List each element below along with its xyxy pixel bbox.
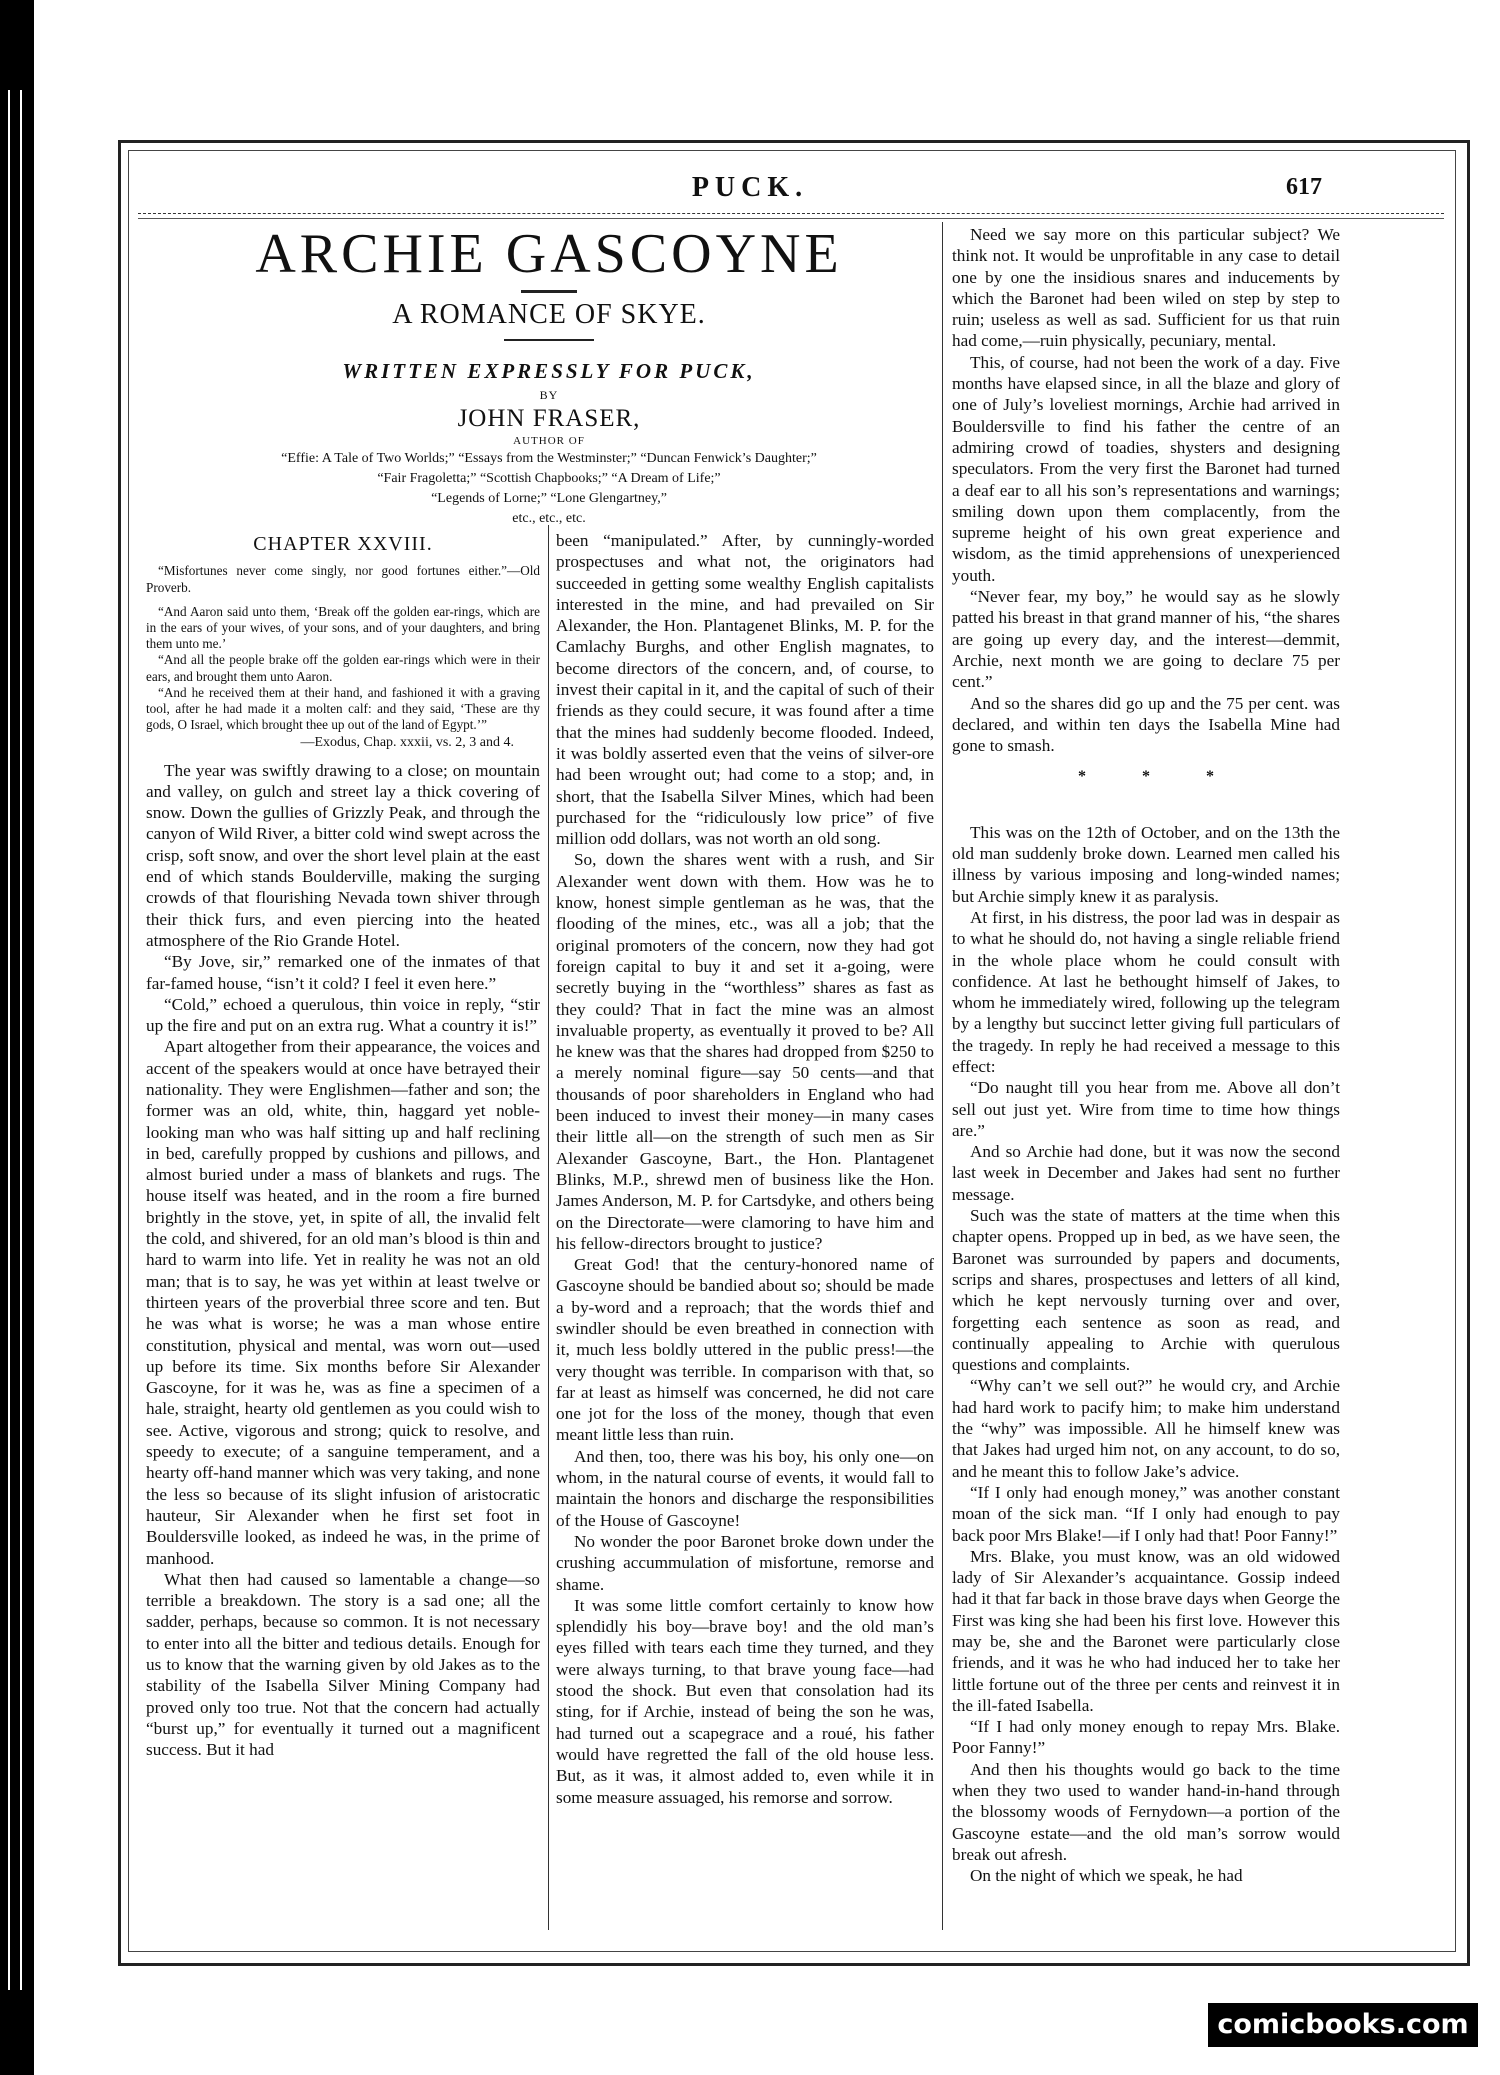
works-line: etc., etc., etc. [512, 511, 586, 526]
column-3 [952, 224, 1340, 1887]
column-rule [942, 222, 943, 1930]
epigraph [146, 563, 540, 751]
paragraph: And so the shares did go up and the 75 per cent. was declared, and within ten days the Isabella Mine had gone to smash. [952, 693, 1340, 756]
article-subtitle: A ROMANCE OF SKYE. [392, 299, 706, 330]
author-name: JOHN FRASER, [457, 405, 641, 432]
author-of-label: AUTHOR OF [513, 435, 585, 447]
column-2 [556, 530, 934, 1808]
paragraph: On the night of which we speak, he had [970, 1866, 1243, 1886]
works-line: “Effie: A Tale of Two Worlds;” “Essays from the Westminster;” “Duncan Fenwick’s Daughter;” [281, 451, 817, 466]
works-line: “Fair Fragoletta;” “Scottish Chapbooks;” “A Dream of Life;” [377, 471, 721, 486]
paragraph: Great God! that the century-honored name of Gascoyne should be bandied about so; should be made a by-word and a reproach; that the words thief and swindler should be even breathed in connection with it, much less boldly uttered in the public press!—the very thought was terrible. In comparison with that, so far at least as himself was concerned, he did not care one jot for the loss of the money, though that even meant little less than ruin. [556, 1255, 934, 1445]
paragraph: “Do naught till you hear from me. Above all don’t sell out just yet. Wire from time to time how things are.” [952, 1078, 1340, 1140]
chapter-heading: CHAPTER XXVIII. [253, 533, 433, 555]
epigraph-source: —Exodus, Chap. xxxii, vs. 2, 3 and 4. [300, 735, 514, 751]
paragraph: It was some little comfort certainly to know how splendidly his boy—brave boy! and the old man’s eyes filled with tears each time they turned, and they were always turning, to that brave young face—had stood the shock. But even that consolation had its sting, for if Archie, instead of being the son he was, had turned out a scapegrace and a roué, his father would have regretted the fall of the old house less. But, as it was, it almost added to, even while it in some measure assuaged, his remorse and sorrow. [556, 1595, 934, 1807]
running-head [0, 172, 1500, 212]
paragraph: And so Archie had done, but it was now the second last week in December and Jakes had sent no further message. [952, 1142, 1340, 1204]
paragraph: “If I had only money enough to repay Mrs. Blake. Poor Fanny!” [952, 1717, 1340, 1758]
watermark: comicbooks.com [1208, 2003, 1478, 2047]
subtitle-rule [504, 339, 594, 341]
paragraph: What then had caused so lamentable a change—so terrible a breakdown. The story is a sad one; all the sadder, perhaps, because so common. It is not necessary to enter into all the bitter and tedious details. Enough for us to know that the warning given by old Jakes as to the stability of the Isabella Silver Mining Company had proved only too true. Not that the concern had actually “burst up,” for eventually it turned out a magnificent success. But it had [146, 1569, 540, 1760]
paragraph: The year was swiftly drawing to a close; on mountain and valley, on gulch and street lay a thick covering of snow. Down the gullies of Grizzly Peak, and through the canyon of Wild River, a bitter cold wind swept across the crisp, soft snow, and over the short level plain at the east end of which stands Boulderville, making the surging crowds of that flourishing Nevada town shiver through their thick furs, and even piercing into the heated atmosphere of the Rio Grande Hotel. [146, 760, 540, 950]
author-works [138, 449, 960, 529]
paragraph: No wonder the poor Baronet broke down under the crushing accummulation of misfortune, remorse and shame. [556, 1531, 934, 1594]
paragraph: “Cold,” echoed a querulous, thin voice in reply, “stir up the fire and put on an extra rug. What a country it is!” [146, 994, 540, 1036]
article-title-block [138, 222, 960, 529]
epigraph-exodus: “And he received them at their hand, and fashioned it with a graving tool, after he had made it a molten calf: and they said, ‘These are thy gods, O Israel, which brought thee up out of the land of Egypt.’” [146, 684, 540, 733]
paragraph: So, down the shares went with a rush, and Sir Alexander went down with them. How was he to know, honest simple gentleman as he was, that the flooding of the mines, etc., was all a job; that the original promoters of the concern, now they had got foreign capital to buy it and set it a-going, were secretly buying in the “worthless” shares as fast as they could? That in fact the mine was an almost invaluable property, as eventually it proved to be? All he knew was that the shares had dropped from $250 to a merely nominal figure—say 50 cents—and that thousands of poor shareholders in England who had been induced to invest their money—in many cases their little all—on the strength of such men as Sir Alexander Gascoyne, Bart., the Hon. Plantagenet Blinks, M.P., shrewd men of business like the Hon. James Anderson, M. P. for Cartsdyke, and others being on the Directorate—were clamoring to have him and his fellow-directors brought to justice? [556, 850, 934, 1253]
article-title: ARCHIE GASCOYNE [255, 223, 843, 285]
paragraph: At first, in his distress, the poor lad was in despair as to what he should do, not having a single reliable friend in the whole place whom he could consult with confidence. At last he bethought himself of Jakes, to whom he immediately wired, following up the telegram by a lengthy but succinct letter giving full particulars of the tragedy. In reply he had received a message to this effect: [952, 907, 1340, 1076]
binding-edge [8, 90, 22, 1990]
epigraph-proverb: “Misfortunes never come singly, nor good fortunes either.”—Old Proverb. [146, 563, 540, 595]
paragraph: been “manipulated.” After, by cunningly-worded prospectuses and what not, the originators had succeeded in getting some wealthy English capitalists interested in the mine, and had prevailed on Sir Alexander, the Hon. Plantagenet Blinks, M. P. for the Camlachy Burghs, and other English magnates, to become directors of the concern, and, of course, to invest their capital in it, and the capital of such of their friends as they could secure, it was found after a time that the mines had suddenly become flooded. Indeed, it was boldly asserted even that the veins of silver-ore had been wrought out; had come to a stop; and, in short, that the Isabella Silver Mines, which had been purchased for the “ridiculously low price” of five million odd dollars, was not worth an old song. [556, 531, 934, 849]
paragraph: This was on the 12th of October, and on the 13th the old man suddenly broke down. Learned men called his illness by various imposing and long-winded names; but Archie simply knew it as paralysis. [952, 822, 1340, 906]
paragraph: Mrs. Blake, you must know, was an old widowed lady of Sir Alexander’s acquaintance. Gossip indeed had it that far back in those brave days when George the First was king she had been his first love. However this may be, she and the Baronet were particularly close friends, and it was he who had induced her to take her little fortune out of the three per cents and reinvest it in the ill-fated Isabella. [952, 1546, 1340, 1715]
epigraph-exodus: “And Aaron said unto them, ‘Break off the golden ear-rings, which are in the ears of your wives, of your sons, and of your daughters, and bring them unto me.’ [146, 603, 540, 652]
paragraph: This, of course, had not been the work of a day. Five months have elapsed since, in all the blaze and glory of one of July’s loveliest mornings, Archie had arrived in Bouldersville to find his father the centre of an admiring crowd of toadies, shysters and designing speculators. From the very first the Baronet had turned a deaf ear to all his son’s representations and warnings; smiling down upon them complacently, from the supreme height of his own great experience and wisdom, as the timid apprehensions of unexperienced youth. [952, 352, 1340, 585]
paragraph: And then his thoughts would go back to the time when they two used to wander hand-in-hand through the blossomy woods of Fernydown—a portion of the Gascoyne estate—and the old man’s sorrow would break out afresh. [952, 1759, 1340, 1864]
star: * [1142, 768, 1150, 786]
paragraph: Apart altogether from their appearance, the voices and accent of the speakers would at once have betrayed their nationality. They were Englishmen—father and son; the former was an old, white, thin, haggard yet noble-looking man who was half sitting up and half reclining in bed, carefully propped by cushions and pillows, and almost buried under a mass of blankets and rugs. The house itself was heated, and in the room a fire burned brightly in the stove, yet, in spite of all, the invalid felt the cold, and shivered, for an old man’s blood is thin and hard to warm into life. Yet in reality he was not an old man; that is to say, he was yet within at least twelve or thirteen years of the proverbial three score and ten. But he was what is worse; he was a man whose entire constitution, physical and mental, was worn out—used up before its time. Six months before Sir Alexander Gascoyne, for it was he, was as fine a specimen of a hale, straight, hearty old gentlemen as you could wish to see. Active, vigorous and strong; quick to resolve, and speedy to execute; of a sanguine temperament, and a hearty off-hand manner which was very taking, and none the less so because of its slight infusion of aristocratic hauteur, Sir Alexander when he first set foot in Bouldersville looked, as indeed he was, in the prime of manhood. [146, 1037, 540, 1568]
paragraph: “Never fear, my boy,” he would say as he slowly patted his breast in that grand manner of his, “the shares are going up every day, and the interest—demmit, Archie, next month we are going to declare 75 per cent.” [952, 587, 1340, 692]
star: * [1206, 768, 1214, 786]
written-for-line: WRITTEN EXPRESSLY FOR PUCK, [342, 359, 756, 383]
column-rule [548, 525, 549, 1930]
page-number: 617 [1286, 174, 1322, 200]
paragraph: And then, too, there was his boy, his only one—on whom, in the natural course of events, it would fall to maintain the honors and discharge the responsibilities of the House of Gascoyne! [556, 1446, 934, 1530]
paragraph: “If I only had enough money,” was another constant moan of the sick man. “If I only had enough to pay back poor Mrs Blake!—if I only had that! Poor Fanny!” [952, 1482, 1340, 1545]
works-line: “Legends of Lorne;” “Lone Glengartney,” [431, 491, 667, 506]
epigraph-exodus: “And all the people brake off the golden ear-rings which were in their ears, and brought them unto Aaron. [146, 652, 540, 684]
publication-name: PUCK. [691, 172, 809, 203]
star: * [1078, 768, 1086, 786]
paragraph: “Why can’t we sell out?” he would cry, and Archie had hard work to pacify him; to make him understand the “why” was impossible. All he himself knew was that Jakes had urged him not, on any account, to do so, and he meant this to follow Jake’s advice. [952, 1376, 1340, 1481]
paragraph: “By Jove, sir,” remarked one of the inmates of that far-famed house, “isn’t it cold? I feel it even here.” [146, 952, 540, 993]
by-line: BY [539, 388, 559, 402]
section-break-stars [952, 766, 1340, 787]
header-rule [138, 218, 1444, 219]
title-rule [521, 290, 577, 293]
binding-strip [0, 0, 34, 2075]
header-rule-dashed [138, 213, 1444, 214]
paragraph: Such was the state of matters at the time when this chapter opens. Propped up in bed, as we have seen, the Baronet was surrounded by papers and documents, scrips and shares, prospectuses and letters of all kind, which he kept nervously turning over and over, forgetting each sentence as soon as read, and continually appealing to Archie with querulous questions and complaints. [952, 1206, 1340, 1375]
column-1 [146, 528, 540, 1760]
paragraph: Need we say more on this particular subject? We think not. It would be unprofitable in any case to detail one by one the insidious snares and inducements by which the Baronet had been wiled on step by step to ruin; useless as well as sad. Sufficient for us that ruin had come,—ruin physically, pecuniary, mental. [952, 225, 1340, 351]
